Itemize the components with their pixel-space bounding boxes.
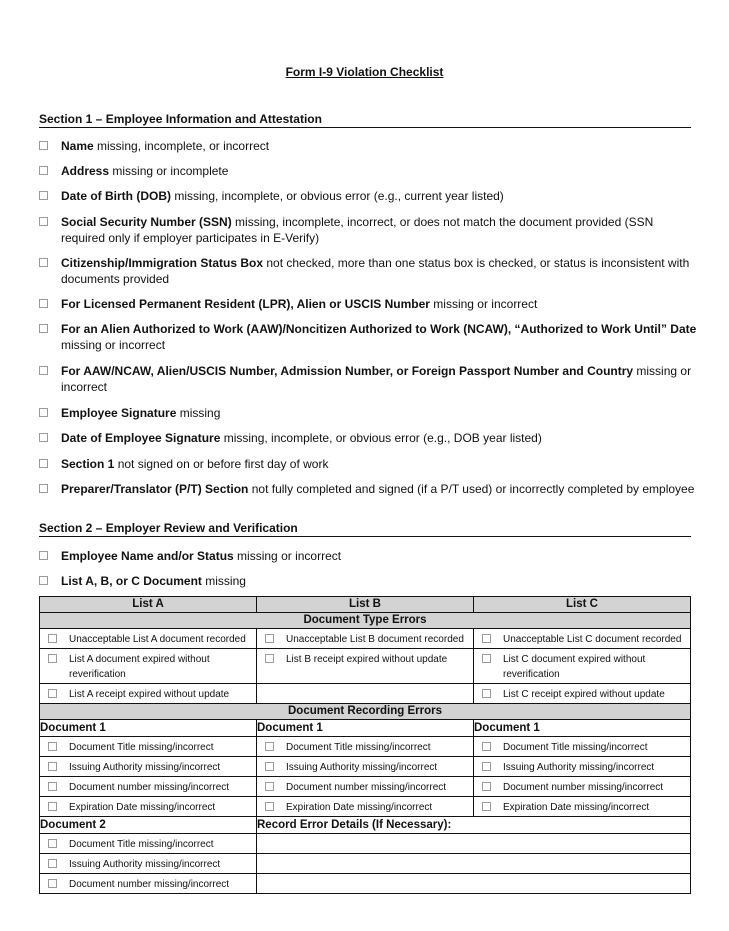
recording-error-cell bbox=[474, 777, 691, 797]
document-errors-table bbox=[39, 596, 691, 894]
checkbox[interactable] bbox=[48, 839, 57, 848]
section1-item-10 bbox=[39, 456, 699, 472]
cell-text: Document number missing/incorrect bbox=[503, 782, 664, 793]
type-error-cell bbox=[257, 684, 474, 704]
checkbox[interactable] bbox=[265, 742, 274, 751]
checkbox[interactable] bbox=[265, 802, 274, 811]
cell-text: Document Title missing/incorrect bbox=[69, 839, 214, 850]
cell-text: List B receipt expired without update bbox=[286, 654, 448, 665]
checkbox[interactable] bbox=[482, 802, 491, 811]
item-bold: Date of Employee Signature bbox=[61, 431, 221, 445]
item-bold: Employee Name and/or Status bbox=[61, 549, 234, 563]
checkbox[interactable] bbox=[39, 551, 48, 560]
recording-error-cell bbox=[257, 757, 474, 777]
section1-item-4 bbox=[39, 255, 699, 287]
section2-item-0 bbox=[39, 548, 699, 564]
recording-error-cell bbox=[257, 797, 474, 817]
cell-text: Expiration Date missing/incorrect bbox=[503, 802, 650, 813]
checkbox[interactable] bbox=[48, 762, 57, 771]
record-details-line[interactable] bbox=[257, 854, 691, 874]
section1-item-8 bbox=[39, 405, 699, 421]
checkbox[interactable] bbox=[482, 762, 491, 771]
section1-item-7 bbox=[39, 363, 699, 395]
item-text: missing, incomplete, or incorrect bbox=[93, 139, 270, 153]
checkbox[interactable] bbox=[39, 324, 48, 333]
item-text: missing or incorrect bbox=[233, 549, 342, 563]
item-text: missing or incorrect bbox=[61, 338, 166, 352]
section1-item-9 bbox=[39, 430, 699, 446]
cell-text: Document number missing/incorrect bbox=[69, 879, 230, 890]
section1-item-6 bbox=[39, 321, 699, 353]
checkbox[interactable] bbox=[265, 762, 274, 771]
cell-text: Expiration Date missing/incorrect bbox=[286, 802, 433, 813]
cell-text: List A document expired without reverification bbox=[69, 654, 210, 680]
item-bold: For AAW/NCAW, Alien/USCIS Number, Admission Number, or Foreign Passport Number and Country bbox=[61, 364, 634, 378]
doc2-error-cell bbox=[40, 834, 257, 854]
item-text: missing bbox=[201, 574, 246, 588]
checkbox[interactable] bbox=[39, 366, 48, 375]
checkbox[interactable] bbox=[48, 654, 57, 663]
section1-item-3 bbox=[39, 214, 699, 246]
cell-text: Unacceptable List A document recorded bbox=[69, 634, 246, 645]
form-title: Form I-9 Violation Checklist bbox=[285, 65, 444, 79]
item-bold: Address bbox=[61, 164, 110, 178]
section1-item-1 bbox=[39, 163, 699, 179]
checkbox[interactable] bbox=[48, 802, 57, 811]
section1-item-5 bbox=[39, 296, 699, 312]
item-text: missing or incomplete bbox=[109, 164, 229, 178]
record-details-line[interactable] bbox=[257, 834, 691, 854]
checkbox[interactable] bbox=[48, 782, 57, 791]
type-error-cell bbox=[40, 629, 257, 649]
item-text: not fully completed and signed (if a P/T used) or incorrectly completed by employee bbox=[248, 482, 695, 496]
item-text: missing bbox=[176, 406, 221, 420]
type-error-cell bbox=[40, 684, 257, 704]
checkbox[interactable] bbox=[482, 654, 491, 663]
type-error-cell bbox=[257, 649, 474, 684]
cell-text: List C receipt expired without update bbox=[503, 689, 665, 700]
checkbox[interactable] bbox=[48, 689, 57, 698]
section1-item-11 bbox=[39, 481, 699, 497]
recording-error-cell bbox=[40, 777, 257, 797]
checkbox[interactable] bbox=[48, 879, 57, 888]
doc2-error-cell bbox=[40, 854, 257, 874]
recording-error-cell bbox=[40, 797, 257, 817]
item-text: not checked, more than one status box is checked, or status is inconsistent with documents provided bbox=[61, 256, 690, 286]
type-errors-title: Document Type Errors bbox=[40, 613, 691, 629]
recording-errors-title: Document Recording Errors bbox=[40, 704, 691, 720]
type-error-cell bbox=[474, 649, 691, 684]
list-c-doc1-label: Document 1 bbox=[474, 720, 691, 737]
cell-text: Expiration Date missing/incorrect bbox=[69, 802, 216, 813]
cell-text: Issuing Authority missing/incorrect bbox=[69, 859, 221, 870]
section1-item-2 bbox=[39, 188, 699, 204]
section2-item-1 bbox=[39, 573, 699, 589]
item-bold: Date of Birth (DOB) bbox=[61, 189, 171, 203]
item-text: missing or incorrect bbox=[61, 364, 692, 394]
cell-text: List A receipt expired without update bbox=[69, 689, 230, 700]
item-bold: For an Alien Authorized to Work (AAW)/Noncitizen Authorized to Work (NCAW), “Authorized to Work Until” Date bbox=[61, 322, 697, 336]
cell-text: Document Title missing/incorrect bbox=[503, 742, 648, 753]
list-b-header: List B bbox=[257, 597, 474, 613]
list-b-doc1-label: Document 1 bbox=[257, 720, 474, 737]
item-text: missing or incorrect bbox=[429, 297, 538, 311]
record-details-line[interactable] bbox=[257, 874, 691, 894]
recording-error-cell bbox=[474, 757, 691, 777]
checkbox[interactable] bbox=[39, 217, 48, 226]
list-c-header: List C bbox=[474, 597, 691, 613]
cell-text: Document number missing/incorrect bbox=[69, 782, 230, 793]
recording-error-cell bbox=[474, 797, 691, 817]
section1-heading: Section 1 – Employee Information and Attestation bbox=[39, 112, 691, 128]
list-a-header: List A bbox=[40, 597, 257, 613]
checkbox[interactable] bbox=[39, 433, 48, 442]
cell-text: Unacceptable List C document recorded bbox=[503, 634, 682, 645]
item-bold: List A, B, or C Document bbox=[61, 574, 202, 588]
item-text: missing, incomplete, or obvious error (e.g., current year listed) bbox=[171, 189, 504, 203]
record-details-label: Record Error Details (If Necessary): bbox=[257, 817, 691, 834]
list-a-doc1-label: Document 1 bbox=[40, 720, 257, 737]
recording-error-cell bbox=[257, 737, 474, 757]
checkbox[interactable] bbox=[39, 576, 48, 585]
checkbox[interactable] bbox=[48, 859, 57, 868]
checkbox[interactable] bbox=[482, 634, 491, 643]
checkbox[interactable] bbox=[39, 484, 48, 493]
section1-item-0 bbox=[39, 138, 699, 154]
checkbox[interactable] bbox=[39, 408, 48, 417]
checkbox[interactable] bbox=[39, 299, 48, 308]
checkbox[interactable] bbox=[265, 782, 274, 791]
recording-error-cell bbox=[257, 777, 474, 797]
checkbox[interactable] bbox=[265, 634, 274, 643]
cell-text: Issuing Authority missing/incorrect bbox=[503, 762, 655, 773]
checkbox[interactable] bbox=[48, 742, 57, 751]
checkbox[interactable] bbox=[482, 689, 491, 698]
item-text: missing, incomplete, incorrect, or does not match the document provided (SSN required only if employer participates in E-Verify) bbox=[61, 215, 654, 245]
cell-text: Issuing Authority missing/incorrect bbox=[286, 762, 438, 773]
section2-heading: Section 2 – Employer Review and Verification bbox=[39, 521, 691, 537]
checkbox[interactable] bbox=[39, 459, 48, 468]
item-bold: Name bbox=[61, 139, 94, 153]
checkbox[interactable] bbox=[39, 141, 48, 150]
type-error-cell bbox=[257, 629, 474, 649]
item-bold: Social Security Number (SSN) bbox=[61, 215, 232, 229]
item-bold: Employee Signature bbox=[61, 406, 177, 420]
recording-error-cell bbox=[40, 757, 257, 777]
cell-text: Unacceptable List B document recorded bbox=[286, 634, 464, 645]
checkbox[interactable] bbox=[39, 191, 48, 200]
type-error-cell bbox=[474, 629, 691, 649]
checkbox[interactable] bbox=[265, 654, 274, 663]
checkbox[interactable] bbox=[48, 634, 57, 643]
type-error-cell bbox=[40, 649, 257, 684]
doc2-error-cell bbox=[40, 874, 257, 894]
checkbox[interactable] bbox=[482, 782, 491, 791]
item-bold: For Licensed Permanent Resident (LPR), Alien or USCIS Number bbox=[61, 297, 430, 311]
cell-text: Issuing Authority missing/incorrect bbox=[69, 762, 221, 773]
type-error-cell bbox=[474, 684, 691, 704]
item-text: missing, incomplete, or obvious error (e.g., DOB year listed) bbox=[220, 431, 542, 445]
doc2-label: Document 2 bbox=[40, 817, 257, 834]
item-bold: Section 1 bbox=[61, 457, 115, 471]
recording-error-cell bbox=[40, 737, 257, 757]
item-bold: Citizenship/Immigration Status Box bbox=[61, 256, 264, 270]
checkbox[interactable] bbox=[39, 166, 48, 175]
checkbox[interactable] bbox=[482, 742, 491, 751]
cell-text: Document Title missing/incorrect bbox=[69, 742, 214, 753]
item-text: not signed on or before first day of work bbox=[114, 457, 329, 471]
cell-text: Document number missing/incorrect bbox=[286, 782, 447, 793]
item-bold: Preparer/Translator (P/T) Section bbox=[61, 482, 249, 496]
cell-text: Document Title missing/incorrect bbox=[286, 742, 431, 753]
cell-text: List C document expired without reverification bbox=[503, 654, 646, 680]
checkbox[interactable] bbox=[39, 258, 48, 267]
recording-error-cell bbox=[474, 737, 691, 757]
